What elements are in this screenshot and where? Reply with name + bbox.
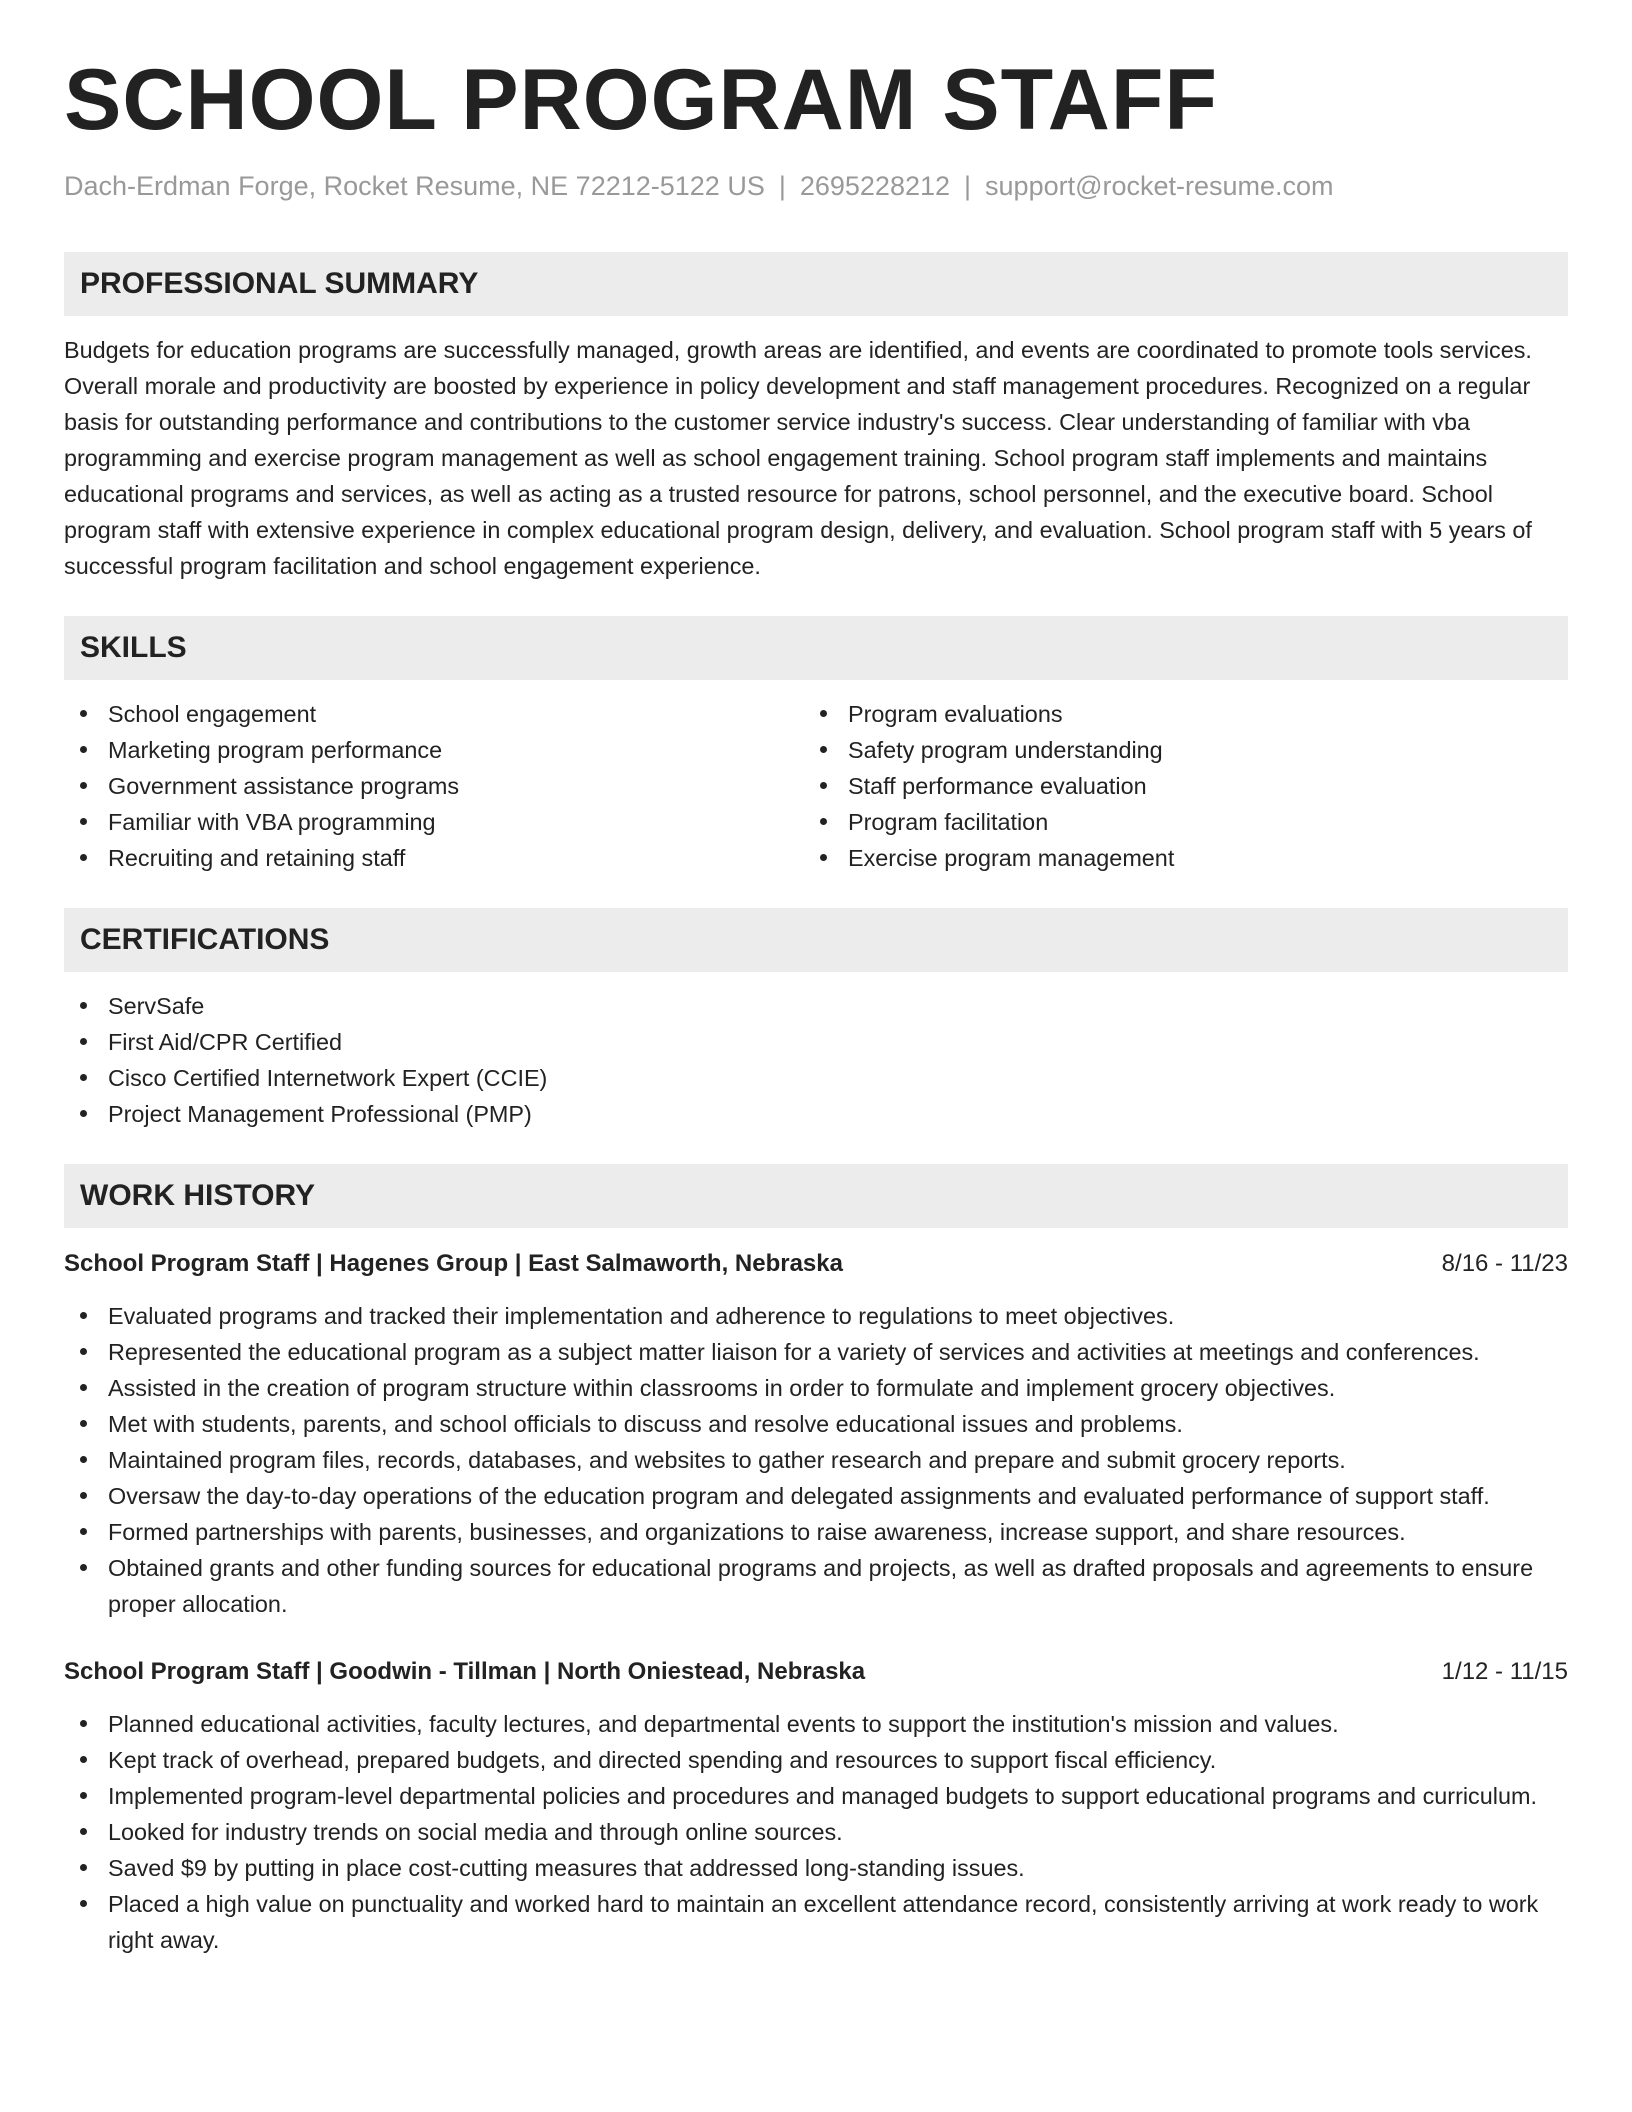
- job-bullet: [64, 1706, 1568, 1742]
- bullet-dot-icon: [80, 1074, 87, 1081]
- bullet-dot-icon: [80, 1492, 87, 1499]
- bullet-dot-icon: [80, 1348, 87, 1355]
- skill-item: [804, 840, 1544, 876]
- skill-item: [64, 804, 804, 840]
- job-title: School Program Staff | Hagenes Group | East Salmaworth, Nebraska: [64, 1250, 843, 1277]
- bullet-dot-icon: [80, 1038, 87, 1045]
- skill-text: Marketing program performance: [108, 737, 443, 763]
- job-bullet-text: Oversaw the day-to-day operations of the education program and delegated assignments and evaluated performance of support staff.: [108, 1483, 1490, 1509]
- skill-text: Safety program understanding: [848, 737, 1163, 763]
- job-bullet: [64, 1550, 1568, 1622]
- skill-text: Exercise program management: [848, 845, 1175, 871]
- skill-text: Staff performance evaluation: [848, 773, 1147, 799]
- skill-item: [64, 768, 804, 804]
- contact-phone: 2695228212: [799, 171, 951, 201]
- job-bullet: [64, 1778, 1568, 1814]
- bullet-dot-icon: [80, 1756, 87, 1763]
- skill-item: [64, 696, 804, 732]
- job-bullet-text: Planned educational activities, faculty lectures, and departmental events to support the institution's mission and values.: [108, 1711, 1339, 1737]
- bullet-dot-icon: [80, 1900, 87, 1907]
- skill-item: [804, 696, 1544, 732]
- skill-text: Program facilitation: [848, 809, 1049, 835]
- job-dates: 8/16 - 11/23: [1441, 1250, 1568, 1277]
- job-bullet: [64, 1406, 1568, 1442]
- skill-item: [804, 768, 1544, 804]
- skill-text: Program evaluations: [848, 701, 1063, 727]
- job-bullet: [64, 1850, 1568, 1886]
- bullet-dot-icon: [80, 854, 87, 861]
- bullet-dot-icon: [80, 1384, 87, 1391]
- job-bullet-text: Placed a high value on punctuality and worked hard to maintain an excellent attendance record, consistently arriving at work ready to work right away.: [108, 1891, 1539, 1953]
- certification-text: Cisco Certified Internetwork Expert (CCIE): [108, 1065, 548, 1091]
- job-bullets: [64, 1706, 1568, 1958]
- bullet-dot-icon: [80, 1792, 87, 1799]
- job-bullet-text: Saved $9 by putting in place cost-cutting measures that addressed long-standing issues.: [108, 1855, 1025, 1881]
- contact-separator: |: [964, 171, 972, 201]
- skills-left-column: [64, 696, 804, 876]
- certifications-heading: CERTIFICATIONS: [64, 908, 1568, 972]
- job-bullet-text: Assisted in the creation of program structure within classrooms in order to formulate and implement grocery objectives.: [108, 1375, 1336, 1401]
- job-bullet-text: Looked for industry trends on social media and through online sources.: [108, 1819, 843, 1845]
- job-header: [64, 1246, 1568, 1282]
- job-bullet: [64, 1478, 1568, 1514]
- candidate-name: SCHOOL PROGRAM STAFF: [64, 52, 1218, 148]
- bullet-dot-icon: [80, 710, 87, 717]
- bullet-dot-icon: [820, 818, 827, 825]
- contact-separator: |: [778, 171, 786, 201]
- certification-item: [64, 1096, 1568, 1132]
- bullet-dot-icon: [80, 1564, 87, 1571]
- certifications-list: [64, 988, 1568, 1132]
- bullet-dot-icon: [820, 710, 827, 717]
- job-bullet: [64, 1514, 1568, 1550]
- bullet-dot-icon: [80, 1456, 87, 1463]
- skill-item: [64, 732, 804, 768]
- certification-item: [64, 1024, 1568, 1060]
- bullet-dot-icon: [820, 854, 827, 861]
- bullet-dot-icon: [80, 1110, 87, 1117]
- job-bullet-text: Obtained grants and other funding sources for educational programs and projects, as well as drafted proposals and agreements to ensure proper allocation.: [108, 1555, 1534, 1617]
- contact-address: Dach-Erdman Forge, Rocket Resume, NE 72212-5122 US: [64, 171, 765, 201]
- job-bullet: [64, 1742, 1568, 1778]
- bullet-dot-icon: [80, 1828, 87, 1835]
- job-dates: 1/12 - 11/15: [1441, 1658, 1568, 1685]
- job-bullet: [64, 1334, 1568, 1370]
- summary-text: Budgets for education programs are successfully managed, growth areas are identified, and events are coordinated to promote tools services. Overall morale and productivity are boosted by experience in policy development and staff management procedures. Recognized on a regular basis for outstanding performance and contributions to the customer service industry's success. Clear understanding of familiar with vba programming and exercise program management as well as school engagement training. School program staff implements and maintains educational programs and services, as well as acting as a trusted resource for patrons, school personnel, and the executive board. School program staff with extensive experience in complex educational program design, delivery, and evaluation. School program staff with 5 years of successful program facilitation and school engagement experience.: [64, 337, 1532, 579]
- job-bullet: [64, 1370, 1568, 1406]
- skill-text: Government assistance programs: [108, 773, 460, 799]
- job-bullet-text: Kept track of overhead, prepared budgets, and directed spending and resources to support fiscal efficiency.: [108, 1747, 1217, 1773]
- skills-heading: SKILLS: [64, 616, 1568, 680]
- skill-item: [804, 804, 1544, 840]
- skill-text: Recruiting and retaining staff: [108, 845, 406, 871]
- bullet-dot-icon: [80, 1420, 87, 1427]
- certification-text: ServSafe: [108, 993, 205, 1019]
- job-bullet: [64, 1814, 1568, 1850]
- skill-text: Familiar with VBA programming: [108, 809, 436, 835]
- bullet-dot-icon: [80, 1002, 87, 1009]
- contact-line: [64, 168, 1568, 204]
- certification-text: First Aid/CPR Certified: [108, 1029, 342, 1055]
- skill-item: [64, 840, 804, 876]
- certification-text: Project Management Professional (PMP): [108, 1101, 532, 1127]
- bullet-dot-icon: [80, 1720, 87, 1727]
- job-bullet-text: Formed partnerships with parents, businesses, and organizations to raise awareness, increase support, and share resources.: [108, 1519, 1406, 1545]
- skill-item: [804, 732, 1544, 768]
- skills-grid: [64, 696, 1568, 876]
- summary-heading: PROFESSIONAL SUMMARY: [64, 252, 1568, 316]
- work-history-heading: WORK HISTORY: [64, 1164, 1568, 1228]
- job-bullet: [64, 1298, 1568, 1334]
- bullet-dot-icon: [80, 746, 87, 753]
- certification-item: [64, 1060, 1568, 1096]
- bullet-dot-icon: [80, 818, 87, 825]
- job-bullet-text: Maintained program files, records, databases, and websites to gather research and prepare and submit grocery reports.: [108, 1447, 1346, 1473]
- job-title: School Program Staff | Goodwin - Tillman | North Oniestead, Nebraska: [64, 1658, 866, 1685]
- job-header: [64, 1654, 1568, 1690]
- certification-item: [64, 988, 1568, 1024]
- job-bullet-text: Represented the educational program as a subject matter liaison for a variety of services and activities at meetings and conferences.: [108, 1339, 1480, 1365]
- bullet-dot-icon: [80, 782, 87, 789]
- job-bullet: [64, 1886, 1568, 1958]
- bullet-dot-icon: [820, 746, 827, 753]
- bullet-dot-icon: [80, 1312, 87, 1319]
- job-bullet-text: Evaluated programs and tracked their implementation and adherence to regulations to meet objectives.: [108, 1303, 1175, 1329]
- skills-right-column: [804, 696, 1544, 876]
- skill-text: School engagement: [108, 701, 317, 727]
- contact-email: support@rocket-resume.com: [985, 171, 1334, 201]
- job-bullets: [64, 1298, 1568, 1622]
- bullet-dot-icon: [820, 782, 827, 789]
- job-bullet-text: Met with students, parents, and school officials to discuss and resolve educational issues and problems.: [108, 1411, 1183, 1437]
- job-bullet: [64, 1442, 1568, 1478]
- bullet-dot-icon: [80, 1864, 87, 1871]
- job-bullet-text: Implemented program-level departmental policies and procedures and managed budgets to support educational programs and curriculum.: [108, 1783, 1537, 1809]
- bullet-dot-icon: [80, 1528, 87, 1535]
